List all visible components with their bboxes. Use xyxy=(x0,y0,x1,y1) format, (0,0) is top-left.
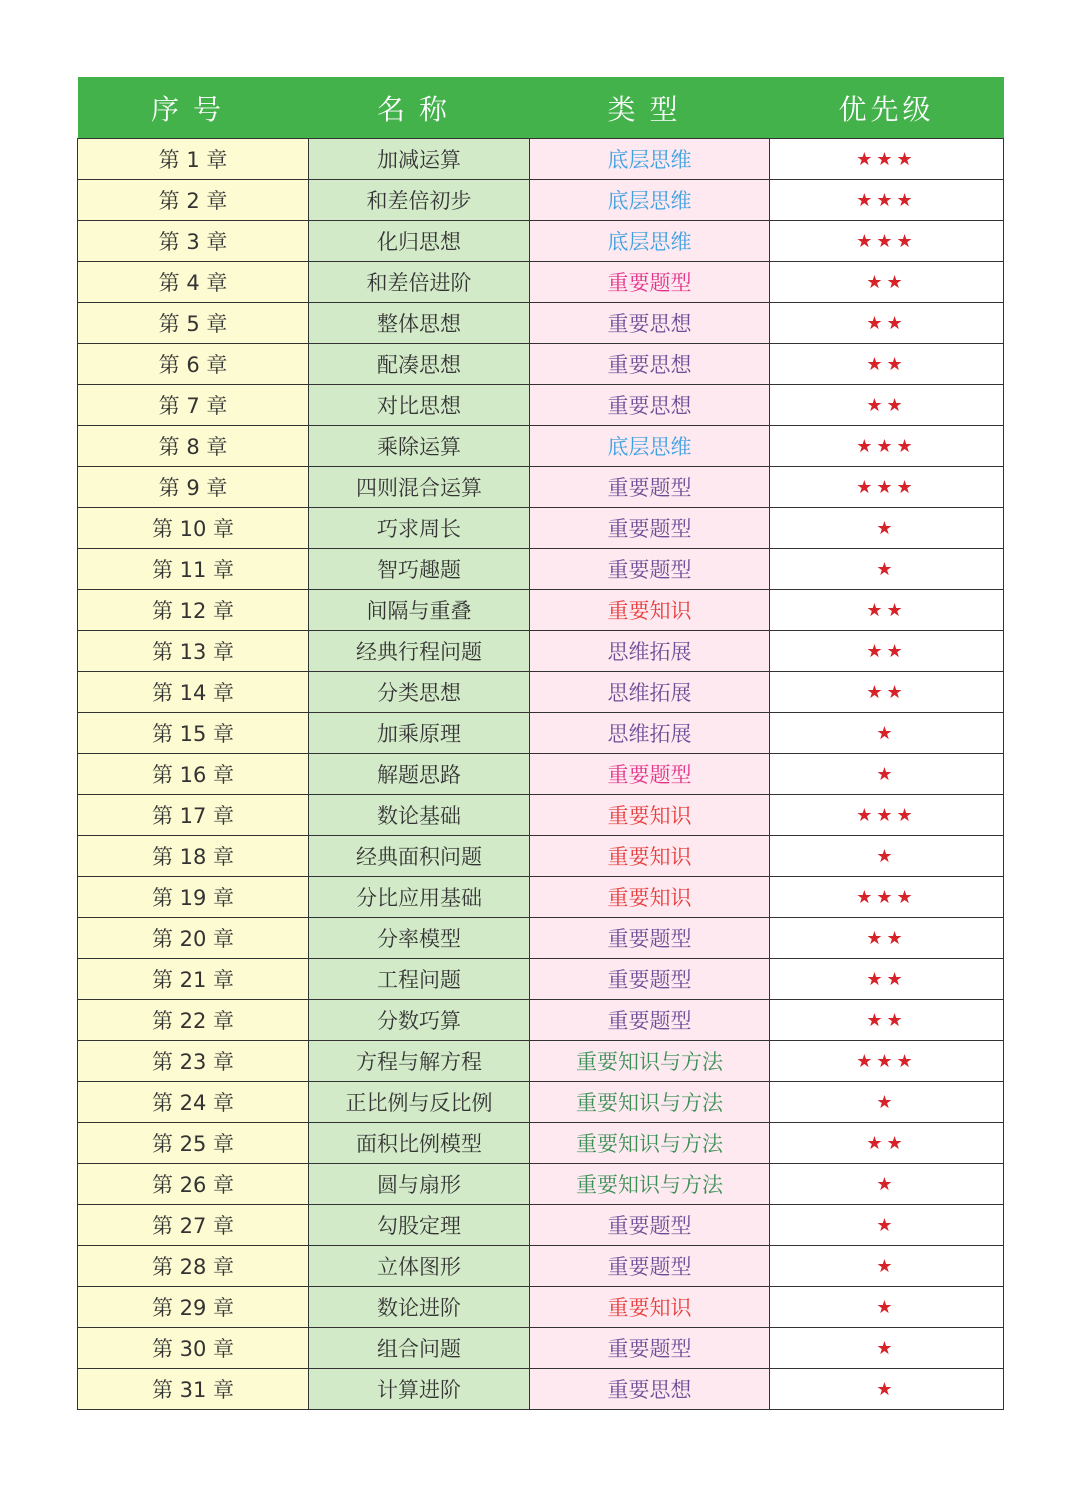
chapter-cell: 第 29 章 xyxy=(78,1287,309,1328)
table-row xyxy=(78,1246,1004,1287)
table-row xyxy=(78,344,1004,385)
priority-stars: ★★★ xyxy=(770,467,1004,508)
priority-stars: ★★★ xyxy=(770,795,1004,836)
priority-stars: ★ xyxy=(770,1164,1004,1205)
chapter-cell: 第 17 章 xyxy=(78,795,309,836)
type-cell: 重要知识与方法 xyxy=(530,1164,770,1205)
priority-stars: ★ xyxy=(770,713,1004,754)
chapter-table xyxy=(77,77,1004,1410)
priority-stars: ★★ xyxy=(770,303,1004,344)
chapter-cell: 第 12 章 xyxy=(78,590,309,631)
chapter-cell: 第 14 章 xyxy=(78,672,309,713)
table-row xyxy=(78,1123,1004,1164)
table-row xyxy=(78,1164,1004,1205)
type-cell: 重要题型 xyxy=(530,508,770,549)
chapter-cell: 第 6 章 xyxy=(78,344,309,385)
name-cell: 配凑思想 xyxy=(309,344,530,385)
chapter-cell: 第 10 章 xyxy=(78,508,309,549)
name-cell: 正比例与反比例 xyxy=(309,1082,530,1123)
type-cell: 重要思想 xyxy=(530,344,770,385)
type-cell: 重要知识 xyxy=(530,795,770,836)
chapter-cell: 第 27 章 xyxy=(78,1205,309,1246)
priority-stars: ★★ xyxy=(770,1000,1004,1041)
table-row xyxy=(78,139,1004,180)
name-cell: 化归思想 xyxy=(309,221,530,262)
type-cell: 重要知识 xyxy=(530,1287,770,1328)
priority-stars: ★★★ xyxy=(770,139,1004,180)
type-cell: 重要题型 xyxy=(530,1205,770,1246)
name-cell: 分率模型 xyxy=(309,918,530,959)
table-row xyxy=(78,1041,1004,1082)
table-row xyxy=(78,385,1004,426)
chapter-cell: 第 26 章 xyxy=(78,1164,309,1205)
table-row xyxy=(78,631,1004,672)
header-row xyxy=(78,77,1004,139)
header-priority: 优先级 xyxy=(770,77,1004,139)
priority-stars: ★ xyxy=(770,754,1004,795)
chapter-cell: 第 24 章 xyxy=(78,1082,309,1123)
table-row xyxy=(78,672,1004,713)
type-cell: 思维拓展 xyxy=(530,631,770,672)
table-row xyxy=(78,1000,1004,1041)
name-cell: 巧求周长 xyxy=(309,508,530,549)
chapter-cell: 第 16 章 xyxy=(78,754,309,795)
priority-stars: ★ xyxy=(770,1246,1004,1287)
name-cell: 分数巧算 xyxy=(309,1000,530,1041)
type-cell: 重要题型 xyxy=(530,1000,770,1041)
table-header xyxy=(78,77,1004,139)
chapter-cell: 第 13 章 xyxy=(78,631,309,672)
priority-stars: ★★★ xyxy=(770,426,1004,467)
chapter-cell: 第 11 章 xyxy=(78,549,309,590)
type-cell: 重要知识 xyxy=(530,877,770,918)
type-cell: 重要题型 xyxy=(530,754,770,795)
chapter-cell: 第 3 章 xyxy=(78,221,309,262)
type-cell: 重要知识 xyxy=(530,836,770,877)
type-cell: 重要知识与方法 xyxy=(530,1082,770,1123)
name-cell: 加减运算 xyxy=(309,139,530,180)
header-type: 类型 xyxy=(530,77,770,139)
chapter-cell: 第 30 章 xyxy=(78,1328,309,1369)
name-cell: 面积比例模型 xyxy=(309,1123,530,1164)
chapter-cell: 第 8 章 xyxy=(78,426,309,467)
chapter-cell: 第 20 章 xyxy=(78,918,309,959)
chapter-cell: 第 1 章 xyxy=(78,139,309,180)
chapter-cell: 第 21 章 xyxy=(78,959,309,1000)
table-row xyxy=(78,918,1004,959)
priority-stars: ★★ xyxy=(770,1123,1004,1164)
table-row xyxy=(78,713,1004,754)
priority-stars: ★★ xyxy=(770,672,1004,713)
name-cell: 经典面积问题 xyxy=(309,836,530,877)
name-cell: 工程问题 xyxy=(309,959,530,1000)
table-row xyxy=(78,795,1004,836)
type-cell: 底层思维 xyxy=(530,221,770,262)
chapter-cell: 第 28 章 xyxy=(78,1246,309,1287)
priority-stars: ★★ xyxy=(770,631,1004,672)
table-row xyxy=(78,262,1004,303)
name-cell: 数论基础 xyxy=(309,795,530,836)
chapter-cell: 第 25 章 xyxy=(78,1123,309,1164)
name-cell: 立体图形 xyxy=(309,1246,530,1287)
type-cell: 重要题型 xyxy=(530,1328,770,1369)
name-cell: 分比应用基础 xyxy=(309,877,530,918)
name-cell: 乘除运算 xyxy=(309,426,530,467)
chapter-cell: 第 18 章 xyxy=(78,836,309,877)
name-cell: 分类思想 xyxy=(309,672,530,713)
name-cell: 解题思路 xyxy=(309,754,530,795)
table-row xyxy=(78,426,1004,467)
chapter-cell: 第 23 章 xyxy=(78,1041,309,1082)
table-row xyxy=(78,1369,1004,1410)
chapter-cell: 第 22 章 xyxy=(78,1000,309,1041)
type-cell: 底层思维 xyxy=(530,180,770,221)
chapter-cell: 第 19 章 xyxy=(78,877,309,918)
name-cell: 和差倍初步 xyxy=(309,180,530,221)
header-serial: 序号 xyxy=(78,77,309,139)
table-row xyxy=(78,836,1004,877)
type-cell: 思维拓展 xyxy=(530,713,770,754)
chapter-cell: 第 5 章 xyxy=(78,303,309,344)
priority-stars: ★ xyxy=(770,1369,1004,1410)
table-row xyxy=(78,1328,1004,1369)
name-cell: 经典行程问题 xyxy=(309,631,530,672)
name-cell: 计算进阶 xyxy=(309,1369,530,1410)
priority-stars: ★ xyxy=(770,1082,1004,1123)
name-cell: 组合问题 xyxy=(309,1328,530,1369)
priority-stars: ★★★ xyxy=(770,221,1004,262)
table-row xyxy=(78,508,1004,549)
type-cell: 重要题型 xyxy=(530,959,770,1000)
name-cell: 数论进阶 xyxy=(309,1287,530,1328)
priority-stars: ★ xyxy=(770,1328,1004,1369)
table-row xyxy=(78,590,1004,631)
priority-stars: ★ xyxy=(770,549,1004,590)
name-cell: 加乘原理 xyxy=(309,713,530,754)
type-cell: 重要题型 xyxy=(530,918,770,959)
type-cell: 重要知识与方法 xyxy=(530,1123,770,1164)
type-cell: 思维拓展 xyxy=(530,672,770,713)
name-cell: 整体思想 xyxy=(309,303,530,344)
table-row xyxy=(78,467,1004,508)
chapter-cell: 第 9 章 xyxy=(78,467,309,508)
name-cell: 和差倍进阶 xyxy=(309,262,530,303)
table-row xyxy=(78,959,1004,1000)
priority-stars: ★★ xyxy=(770,344,1004,385)
table-row xyxy=(78,877,1004,918)
type-cell: 底层思维 xyxy=(530,139,770,180)
type-cell: 重要题型 xyxy=(530,467,770,508)
table-row xyxy=(78,180,1004,221)
chapter-cell: 第 31 章 xyxy=(78,1369,309,1410)
priority-stars: ★ xyxy=(770,1287,1004,1328)
priority-stars: ★★ xyxy=(770,959,1004,1000)
priority-stars: ★ xyxy=(770,836,1004,877)
type-cell: 重要知识 xyxy=(530,590,770,631)
table-row xyxy=(78,1082,1004,1123)
priority-stars: ★ xyxy=(770,1205,1004,1246)
table-body xyxy=(78,139,1004,1410)
table-row xyxy=(78,549,1004,590)
priority-stars: ★★ xyxy=(770,918,1004,959)
type-cell: 重要题型 xyxy=(530,262,770,303)
name-cell: 勾股定理 xyxy=(309,1205,530,1246)
name-cell: 智巧趣题 xyxy=(309,549,530,590)
table-row xyxy=(78,1205,1004,1246)
priority-stars: ★ xyxy=(770,508,1004,549)
chapter-cell: 第 15 章 xyxy=(78,713,309,754)
priority-stars: ★★ xyxy=(770,385,1004,426)
type-cell: 底层思维 xyxy=(530,426,770,467)
table-row xyxy=(78,221,1004,262)
priority-stars: ★★ xyxy=(770,590,1004,631)
name-cell: 圆与扇形 xyxy=(309,1164,530,1205)
name-cell: 间隔与重叠 xyxy=(309,590,530,631)
type-cell: 重要思想 xyxy=(530,385,770,426)
table-row xyxy=(78,1287,1004,1328)
type-cell: 重要知识与方法 xyxy=(530,1041,770,1082)
name-cell: 方程与解方程 xyxy=(309,1041,530,1082)
priority-stars: ★★★ xyxy=(770,180,1004,221)
chapter-cell: 第 2 章 xyxy=(78,180,309,221)
header-name: 名称 xyxy=(309,77,530,139)
chapter-table-container xyxy=(77,77,1003,1410)
type-cell: 重要思想 xyxy=(530,1369,770,1410)
name-cell: 四则混合运算 xyxy=(309,467,530,508)
table-row xyxy=(78,754,1004,795)
priority-stars: ★★ xyxy=(770,262,1004,303)
chapter-cell: 第 7 章 xyxy=(78,385,309,426)
priority-stars: ★★★ xyxy=(770,1041,1004,1082)
priority-stars: ★★★ xyxy=(770,877,1004,918)
type-cell: 重要思想 xyxy=(530,303,770,344)
chapter-cell: 第 4 章 xyxy=(78,262,309,303)
type-cell: 重要题型 xyxy=(530,549,770,590)
type-cell: 重要题型 xyxy=(530,1246,770,1287)
table-row xyxy=(78,303,1004,344)
name-cell: 对比思想 xyxy=(309,385,530,426)
